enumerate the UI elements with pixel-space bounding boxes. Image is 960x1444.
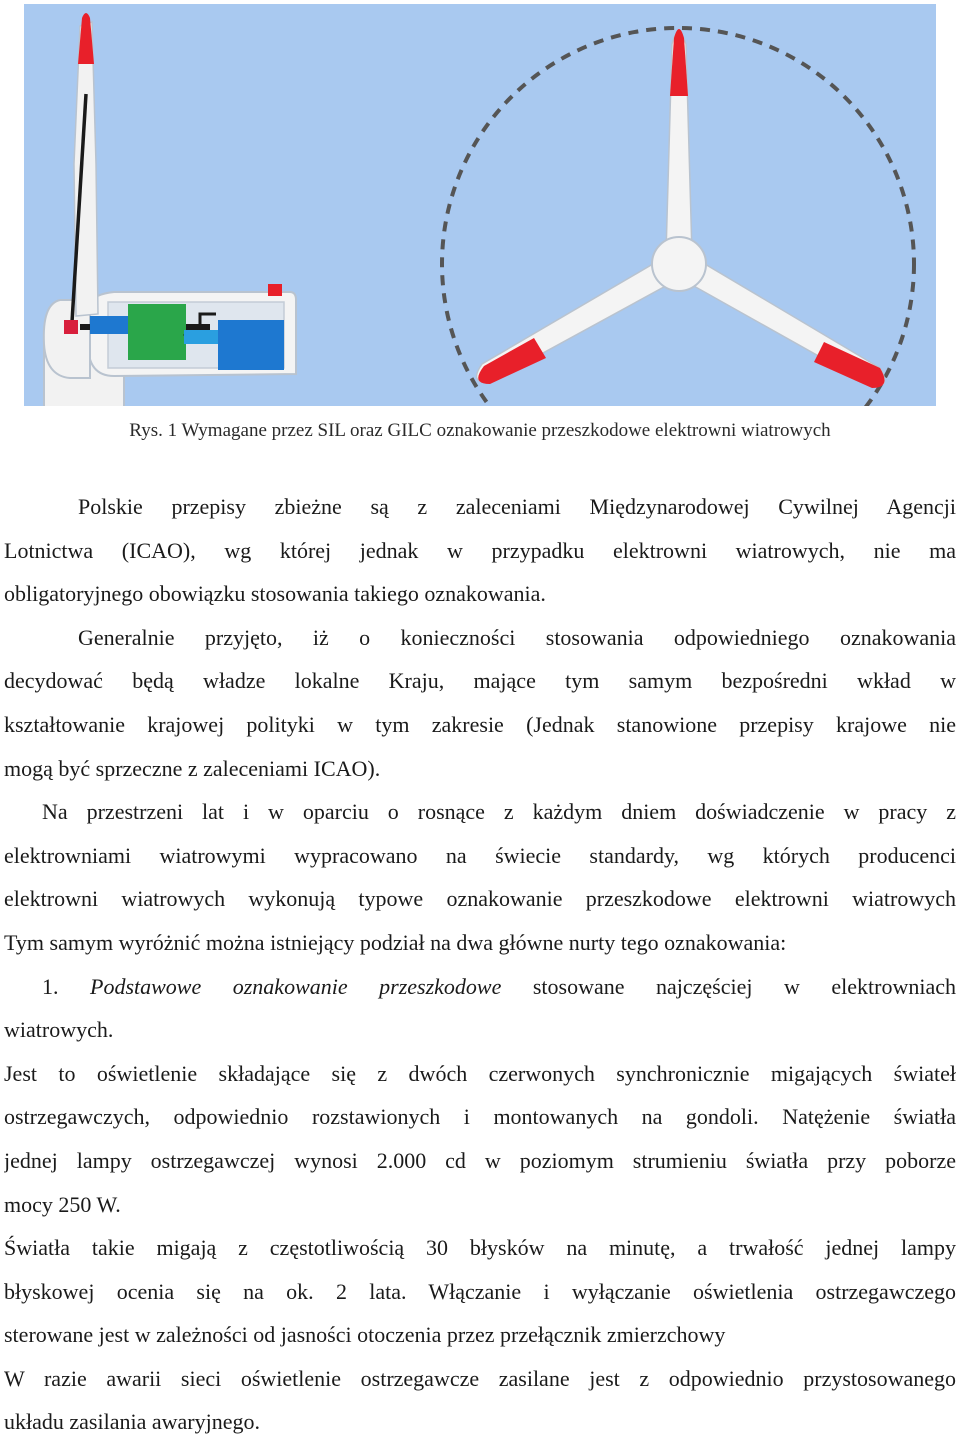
body-text xyxy=(4,485,956,1444)
text-line: Generalnie przyjęto, iż o konieczności stosowania odpowiedniego oznakowania xyxy=(78,624,956,650)
list-item-heading xyxy=(4,965,956,1009)
generator xyxy=(218,320,284,370)
text-line: Światła takie migają z częstotliwością 30 błysków na minutę, a trwałość jednej lampy xyxy=(4,1235,956,1261)
text-line: W razie awarii sieci oświetlenie ostrzegawcze zasilane jest z odpowiednio przystosowanego xyxy=(4,1365,956,1391)
text-line: Lotnictwa (ICAO), wg której jednak w przypadku elektrowni wiatrowych, nie ma xyxy=(4,537,956,563)
front-blade-top-tip xyxy=(670,29,688,96)
text-line: mogą być sprzeczne z zaleceniami ICAO). xyxy=(4,755,381,781)
text-line: błyskowej ocenia się na ok. 2 lata. Włączanie i wyłączanie oświetlenia ostrzegawczego xyxy=(4,1278,956,1304)
gearbox xyxy=(128,304,186,360)
text-line: Polskie przepisy zbieżne są z zaleceniami Międzynarodowej Cywilnej Agencji xyxy=(78,494,956,519)
figure-caption: Rys. 1 Wymagane przez SIL oraz GILC oznakowanie przeszkodowe elektrowni wiatrowych xyxy=(129,420,831,441)
side-lamp xyxy=(64,320,78,334)
text-line: mocy 250 W. xyxy=(4,1191,121,1217)
text-line: decydować będą władze lokalne Kraju, mające tym samym bezpośredni wkład w xyxy=(4,668,956,694)
side-blade xyxy=(74,22,98,316)
wind-turbine-figure xyxy=(24,4,936,406)
side-blade-tip xyxy=(78,13,94,64)
text-line: ostrzegawczych, odpowiednio rozstawionych i montowanych na gondoli. Natężenie światła xyxy=(4,1104,956,1130)
list-term: Podstawowe oznakowanie przeszkodowe xyxy=(90,973,502,999)
text-line: Jest to oświetlenie składające się z dwóch czerwonych synchronicznie migających świateł xyxy=(4,1060,956,1086)
text-line: sterowane jest w zależności od jasności otoczenia przez przełącznik zmierzchowy xyxy=(4,1322,726,1348)
text-line: Tym samym wyróżnić można istniejący podział na dwa główne nurty tego oznakowania: xyxy=(4,929,787,955)
text-line: kształtowanie krajowej polityki w tym zakresie (Jednak stanowione przepisy krajowe nie xyxy=(4,711,956,737)
front-hub xyxy=(652,237,706,291)
list-rest: stosowane najczęściej w elektrowniach xyxy=(532,973,956,999)
text-line: elektrowniami wiatrowymi wypracowano na świecie standardy, wg których producenci xyxy=(4,842,956,868)
text-line: układu zasilania awaryjnego. xyxy=(4,1409,260,1435)
shaft-connector xyxy=(184,330,220,344)
nacelle-lamp xyxy=(268,284,282,296)
wind-turbine-illustration xyxy=(24,4,936,406)
text-line: obligatoryjnego obowiązku stosowania takiego oznakowania. xyxy=(4,581,546,607)
text-line: Na przestrzeni lat i w oparciu o rosnące z każdym dniem doświadczenie w pracy z xyxy=(42,799,956,825)
list-number: 1. xyxy=(42,973,59,999)
text-line: wiatrowych. xyxy=(4,1017,114,1043)
text-line: elektrowni wiatrowych wykonują typowe oznakowanie przeszkodowe elektrowni wiatrowych xyxy=(4,886,956,912)
text-line: jednej lampy ostrzegawczej wynosi 2.000 cd w poziomym strumieniu światła przy poborze xyxy=(4,1147,956,1173)
